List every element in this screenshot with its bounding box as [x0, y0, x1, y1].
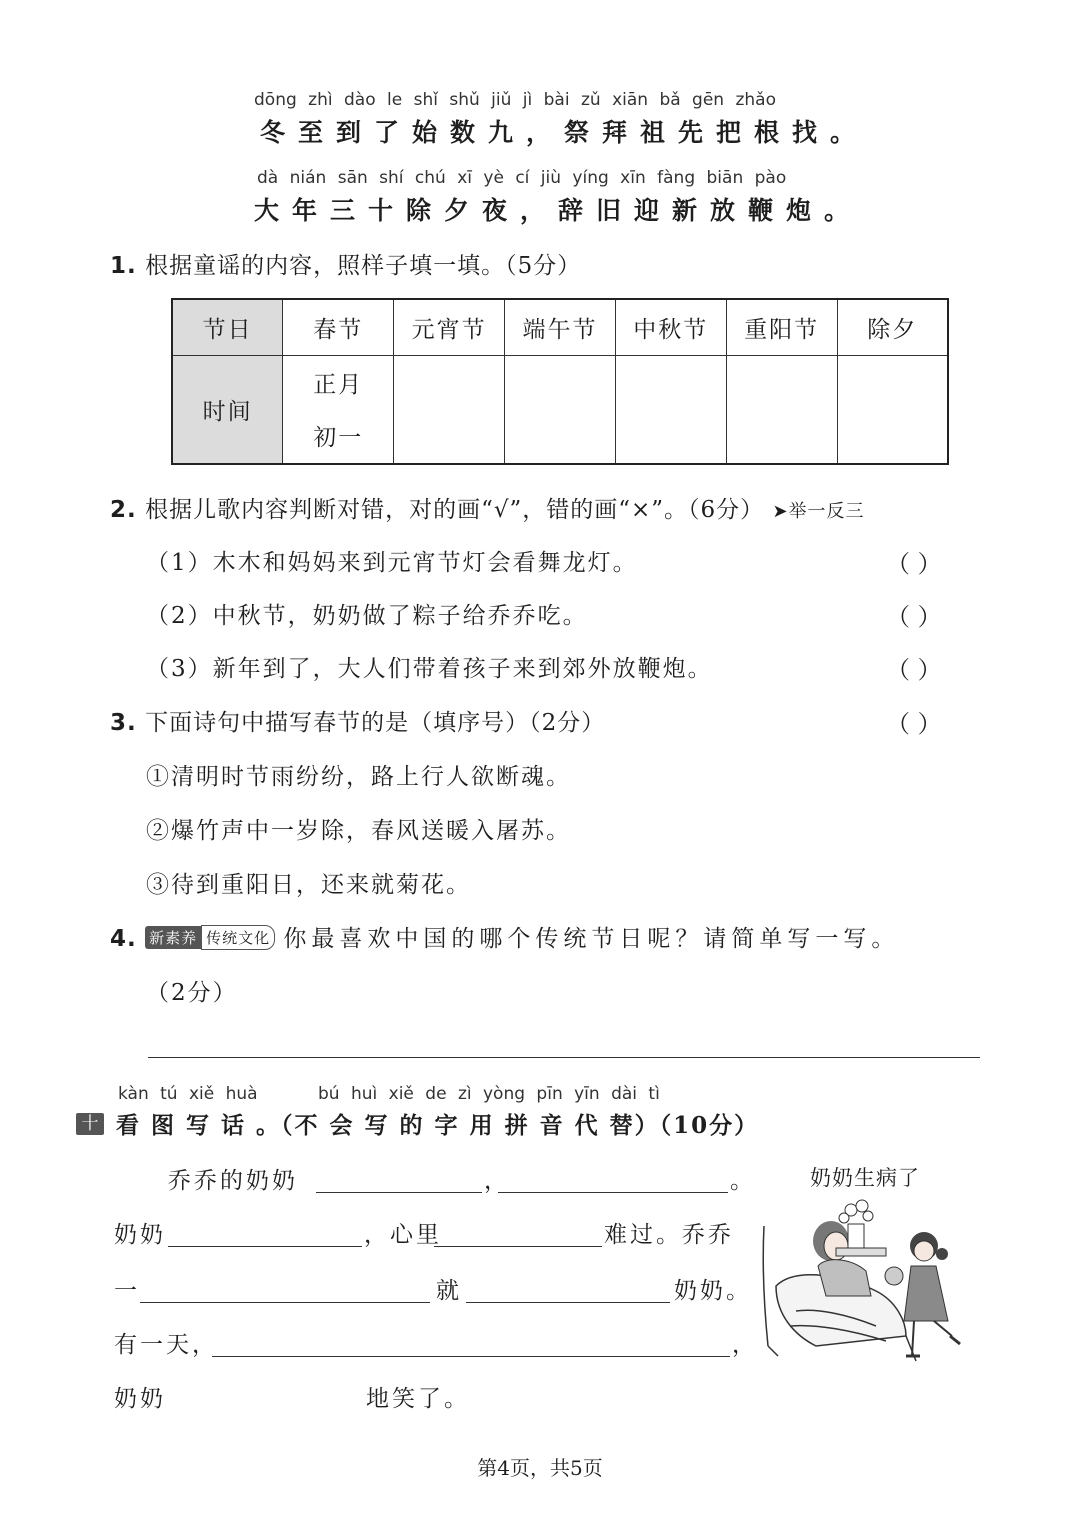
table-header-time: 时间	[172, 355, 283, 464]
answer-cell-lantern[interactable]	[394, 355, 505, 464]
writing-blank-7[interactable]	[212, 1356, 730, 1357]
page-footer: 第4页，共5页	[477, 1456, 603, 1480]
writing-text-2b: ，心里	[364, 1222, 442, 1248]
answer-cell-double-ninth[interactable]	[726, 355, 837, 464]
question-1-number: 1.	[110, 253, 137, 279]
question-4-number: 4.	[110, 926, 137, 952]
poem-option-1: ①清明时节雨纷纷，路上行人欲断魂。	[146, 764, 571, 790]
table-cell-dragon-boat-festival: 端午节	[505, 299, 616, 355]
question-4-score: （2分）	[146, 980, 238, 1006]
writing-blank-2[interactable]	[498, 1192, 728, 1193]
question-3	[110, 704, 605, 737]
question-2-item-3: （3）新年到了，大人们带着孩子来到郊外放鞭炮。	[146, 656, 713, 682]
writing-text-3c: 奶奶。	[674, 1278, 752, 1304]
rhyme-line2: 大年三十除夕夜，辞旧迎新放鞭炮。	[254, 196, 863, 225]
section-10-title: 看 图 写 话 。（不 会 写 的 字 用 拼 音 代 替）（10分）	[116, 1112, 760, 1139]
writing-text-3b: 就	[436, 1278, 462, 1304]
sick-grandma-illustration	[756, 1196, 986, 1366]
writing-text-5a: 奶奶	[114, 1386, 166, 1412]
answer-cell-mid-autumn[interactable]	[615, 355, 726, 464]
writing-text-4a: 有一天，	[114, 1332, 218, 1358]
answer-paren-2-3[interactable]: （ ）	[886, 656, 942, 684]
rhyme-line1-pinyin: dōng zhì dào le shǐ shǔ jiǔ jì bài zǔ xiān bǎ gēn zhǎo	[254, 90, 777, 110]
question-3-number: 3.	[110, 710, 137, 736]
picture-caption: 奶奶生病了	[810, 1166, 920, 1190]
writing-blank-4[interactable]	[434, 1246, 602, 1247]
writing-text-1: 乔乔的奶奶	[168, 1168, 298, 1194]
writing-comma-1: ，	[484, 1168, 510, 1194]
writing-text-5b: 地笑了。	[366, 1386, 470, 1412]
answer-paren-2-2[interactable]: （ ）	[886, 603, 942, 631]
example-date-line2: 初一	[313, 425, 364, 452]
example-date-line1: 正月	[313, 372, 364, 399]
answer-paren-2-1[interactable]: （ ）	[886, 550, 942, 578]
answer-paren-3[interactable]: （ ）	[886, 710, 942, 738]
extension-tag: ➤举一反三	[772, 501, 865, 522]
question-3-text: 下面诗句中描写春节的是（填序号）（2分）	[145, 710, 606, 736]
question-2	[110, 491, 865, 524]
rhyme-line2-pinyin: dà nián sān shí chú xī yè cí jiù yíng xīn fàng biān pào	[257, 168, 787, 188]
poem-option-3: ③待到重阳日，还来就菊花。	[146, 872, 471, 898]
poem-option-2: ②爆竹声中一岁除，春风送暖入屠苏。	[146, 818, 571, 844]
table-cell-example-date	[283, 355, 394, 464]
writing-text-2a: 奶奶	[114, 1222, 166, 1248]
writing-text-4b: ，	[732, 1332, 758, 1358]
question-2-text: 根据儿歌内容判断对错，对的画“√”，错的画“×”。（6分）	[145, 497, 765, 523]
writing-blank-3[interactable]	[168, 1246, 362, 1247]
question-2-item-1: （1）木木和妈妈来到元宵节灯会看舞龙灯。	[146, 550, 638, 576]
section-10-badge: 十	[76, 1113, 104, 1135]
traditional-culture-tag: 传统文化	[201, 925, 275, 950]
table-cell-mid-autumn-festival: 中秋节	[615, 299, 726, 355]
writing-blank-1[interactable]	[316, 1192, 482, 1193]
writing-text-2c: 难过。乔乔	[604, 1222, 734, 1248]
writing-blank-6[interactable]	[466, 1302, 670, 1303]
table-cell-double-ninth-festival: 重阳节	[726, 299, 837, 355]
table-cell-lantern-festival: 元宵节	[394, 299, 505, 355]
section-10-pinyin-a: kàn tú xiě huà	[118, 1084, 258, 1104]
table-cell-spring-festival: 春节	[283, 299, 394, 355]
writing-text-3a: 一	[114, 1278, 140, 1304]
question-4	[110, 920, 899, 953]
answer-cell-new-years-eve[interactable]	[837, 355, 948, 464]
answer-cell-dragon-boat[interactable]	[505, 355, 616, 464]
festival-table	[171, 298, 949, 465]
question-1	[110, 247, 581, 280]
table-header-festival: 节日	[172, 299, 283, 355]
question-4-answer-line[interactable]	[148, 1057, 980, 1058]
table-cell-new-years-eve: 除夕	[837, 299, 948, 355]
question-1-text: 根据童谣的内容，照样子填一填。（5分）	[145, 253, 582, 279]
question-4-text: 你最喜欢中国的哪个传统节日呢？请简单写一写。	[283, 926, 900, 952]
section-10-pinyin-b: bú huì xiě de zì yòng pīn yīn dài tì	[318, 1084, 660, 1104]
question-2-item-2: （2）中秋节，奶奶做了粽子给乔乔吃。	[146, 603, 588, 629]
rhyme-line1: 冬至到了始数九，祭拜祖先把根找。	[260, 118, 869, 147]
writing-blank-5[interactable]	[140, 1302, 430, 1303]
new-literacy-tag: 新素养	[145, 926, 201, 949]
writing-period-1: 。	[730, 1168, 756, 1194]
question-2-number: 2.	[110, 497, 137, 523]
